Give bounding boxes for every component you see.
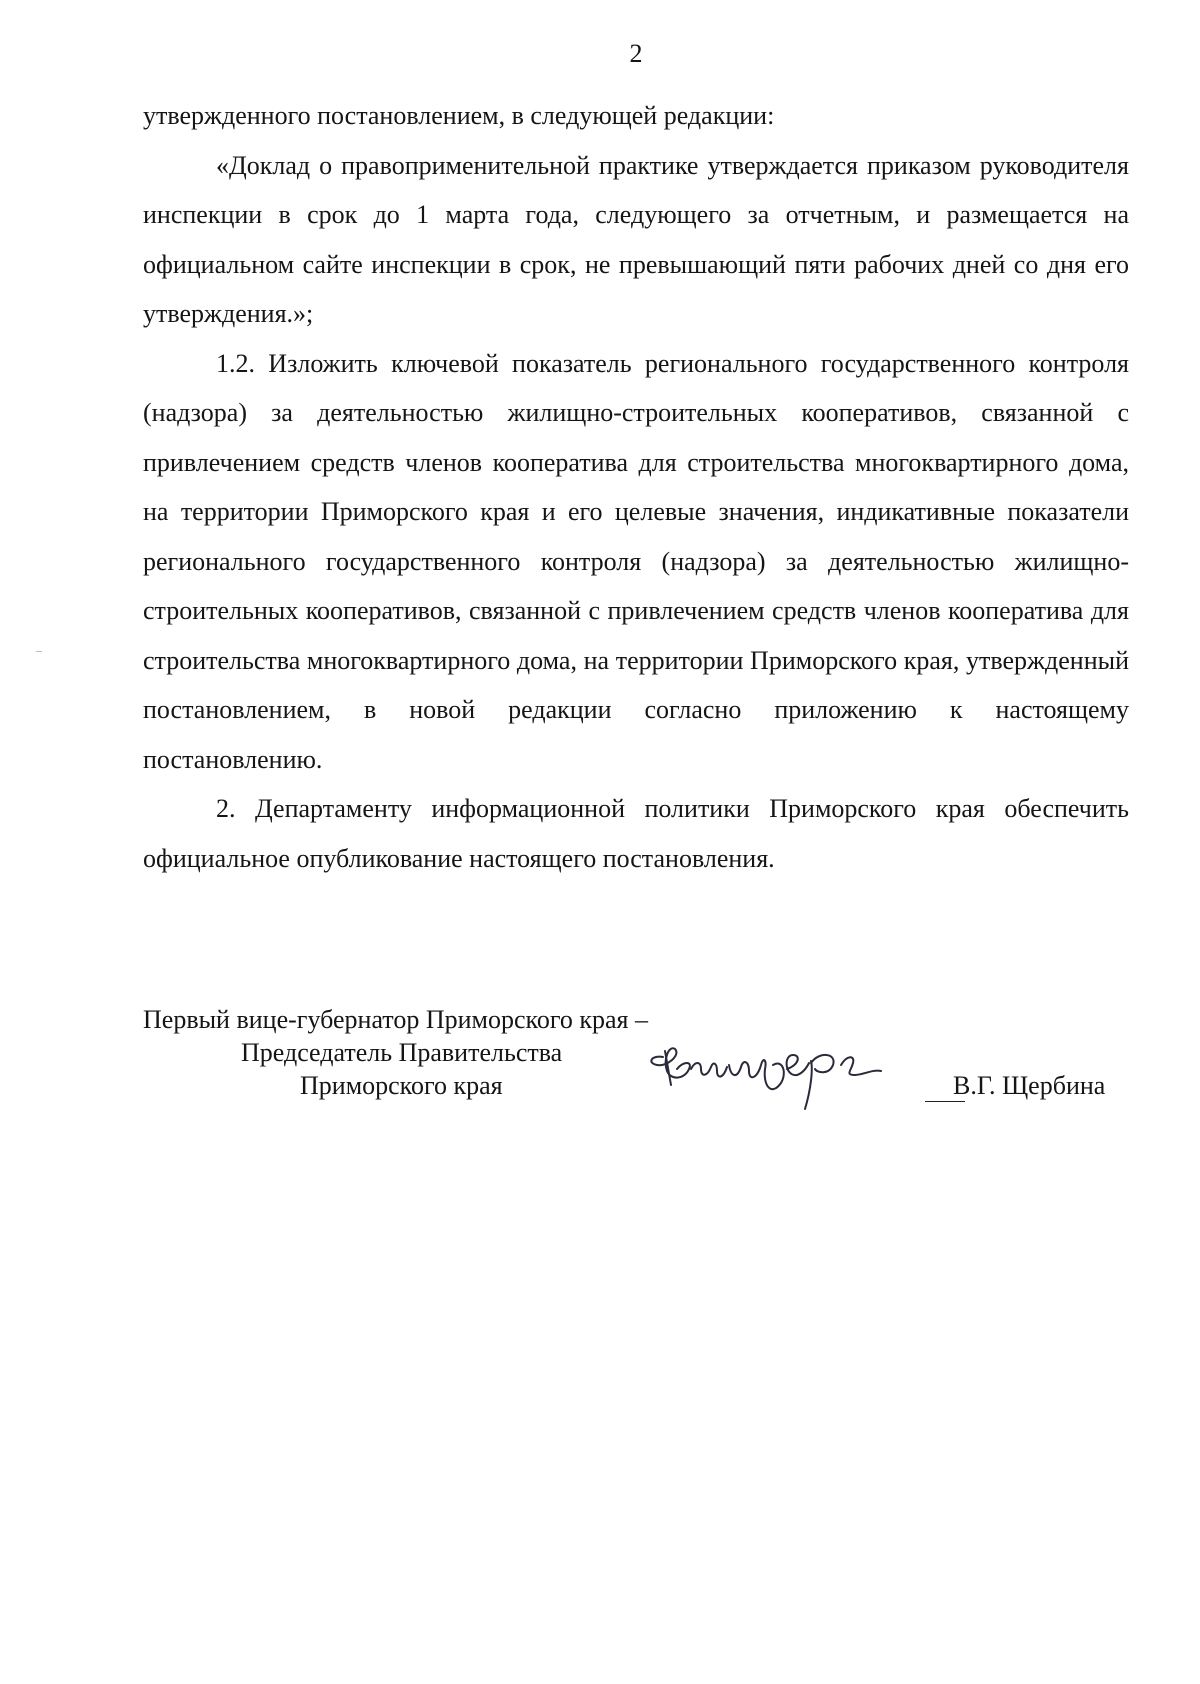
scan-speck (36, 651, 42, 652)
signature-block (143, 1003, 1133, 1143)
paragraph-continuation: утвержденного постановлением, в следующей редакции: (143, 101, 775, 130)
handwritten-signature (641, 1025, 911, 1125)
document-body (143, 91, 1129, 883)
signatory-title-line-3: Приморского края (300, 1071, 503, 1100)
paragraph-report-quote: «Доклад о правоприменительной практике утверждается приказом руководителя инспекции в срок до 1 марта года, следующего за отчетным, и размещается на официальном сайте инспекции в срок, не превышающий пяти рабочих дней со дня его утверждения.»; (143, 150, 1129, 328)
signatory-title-line-1: Первый вице-губернатор Приморского края – (143, 1005, 648, 1034)
paragraph-item-2: 2. Департаменту информационной политики Приморского края обеспечить официальное опубликование настоящего постановления. (143, 794, 1129, 873)
page-number: 2 (629, 39, 643, 68)
signatory-title-line-2: Председатель Правительства (241, 1038, 563, 1067)
signatory-name: В.Г. Щербина (953, 1071, 1106, 1100)
paragraph-item-1-2: 1.2. Изложить ключевой показатель регионального государственного контроля (надзора) за деятельностью жилищно-строительных кооперативов, связанной с привлечением средств членов кооператива для строительства многоквартирного дома, на территории Приморского края и его целевые значения, индикативные показатели регионального государственного контроля (надзора) за деятельностью жилищно-строительных кооперативов, связанной с привлечением средств членов кооператива для строительства многоквартирного дома, на территории Приморского края, утвержденный постановлением, в новой редакции согласно приложению к настоящему постановлению. (143, 348, 1129, 774)
